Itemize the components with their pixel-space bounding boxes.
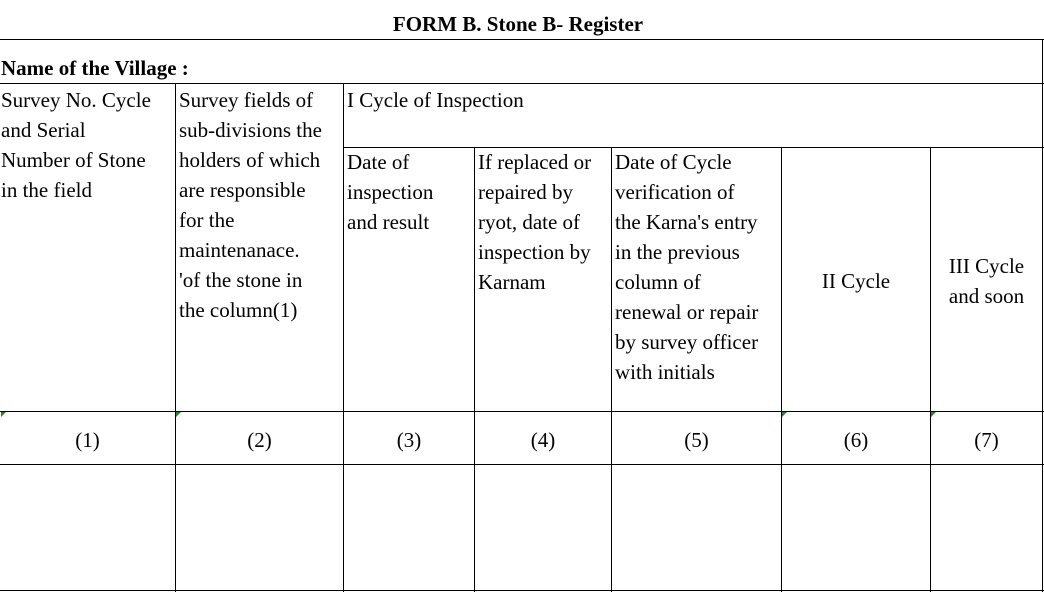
column-number: (3) [396, 428, 422, 452]
border-right [1042, 39, 1043, 592]
column-number: (4) [530, 428, 556, 452]
header-date-of-inspection [347, 147, 473, 237]
header-line: verification of [615, 180, 735, 204]
header-line: If replaced or [478, 150, 592, 174]
header-line: and result [347, 210, 430, 234]
header-cycle2: II Cycle [821, 269, 891, 293]
header-line: and Serial [1, 118, 86, 142]
header-line: column of [615, 270, 701, 294]
header-line: Survey No. Cycle [1, 88, 151, 112]
header-line: Karnam [478, 270, 546, 294]
header-line: maintenanace. [179, 238, 300, 262]
header-line: III Cycle [948, 254, 1025, 278]
cell-marker-icon [176, 412, 181, 417]
header-line: inspection [347, 180, 434, 204]
column-number: (1) [75, 428, 100, 452]
header-line: with initials [615, 360, 715, 384]
header-line: Date of Cycle [615, 150, 732, 174]
header-line: are responsible [179, 178, 306, 202]
header-line: sub-divisions the [179, 118, 322, 142]
header-line: the column(1) [179, 298, 298, 322]
cell-marker-icon [1, 412, 6, 417]
column-number: (7) [974, 428, 999, 452]
header-line: Survey fields of [179, 88, 314, 112]
form-title: FORM B. Stone B- Register [392, 12, 644, 36]
cell-marker-icon [931, 412, 936, 417]
rule-bottom [0, 590, 1044, 591]
header-line: repaired by [478, 180, 574, 204]
header-replaced-repaired [478, 147, 610, 297]
village-label: Name of the Village : [1, 56, 189, 80]
header-survey-number [1, 85, 171, 205]
rule-under-village [0, 83, 1044, 84]
empty-entry-row [0, 465, 1042, 590]
column-number: (2) [247, 428, 272, 452]
header-line: inspection by [478, 240, 591, 264]
header-line: holders of which [179, 148, 321, 172]
header-survey-fields [179, 85, 343, 325]
header-line: in the field [1, 178, 92, 202]
header-line: for the [179, 208, 235, 232]
header-date-of-verification [615, 147, 781, 387]
header-line: renewal or repair [615, 300, 759, 324]
rule-above-colnums [0, 411, 1044, 412]
rule-under-title [0, 39, 1044, 40]
header-line: 'of the stone in [179, 268, 303, 292]
column-number: (6) [843, 428, 869, 452]
header-line: and soon [948, 284, 1025, 308]
header-line: in the previous [615, 240, 740, 264]
column-number: (5) [684, 428, 709, 452]
header-line: Number of Stone [1, 148, 146, 172]
header-line: by survey officer [615, 330, 759, 354]
header-cycle3 [931, 251, 1042, 311]
header-line: Date of [347, 150, 410, 174]
header-cycle1: I Cycle of Inspection [347, 88, 524, 112]
header-line: ryot, date of [478, 210, 581, 234]
cell-marker-icon [782, 412, 787, 417]
header-line: the Karna's entry [615, 210, 758, 234]
